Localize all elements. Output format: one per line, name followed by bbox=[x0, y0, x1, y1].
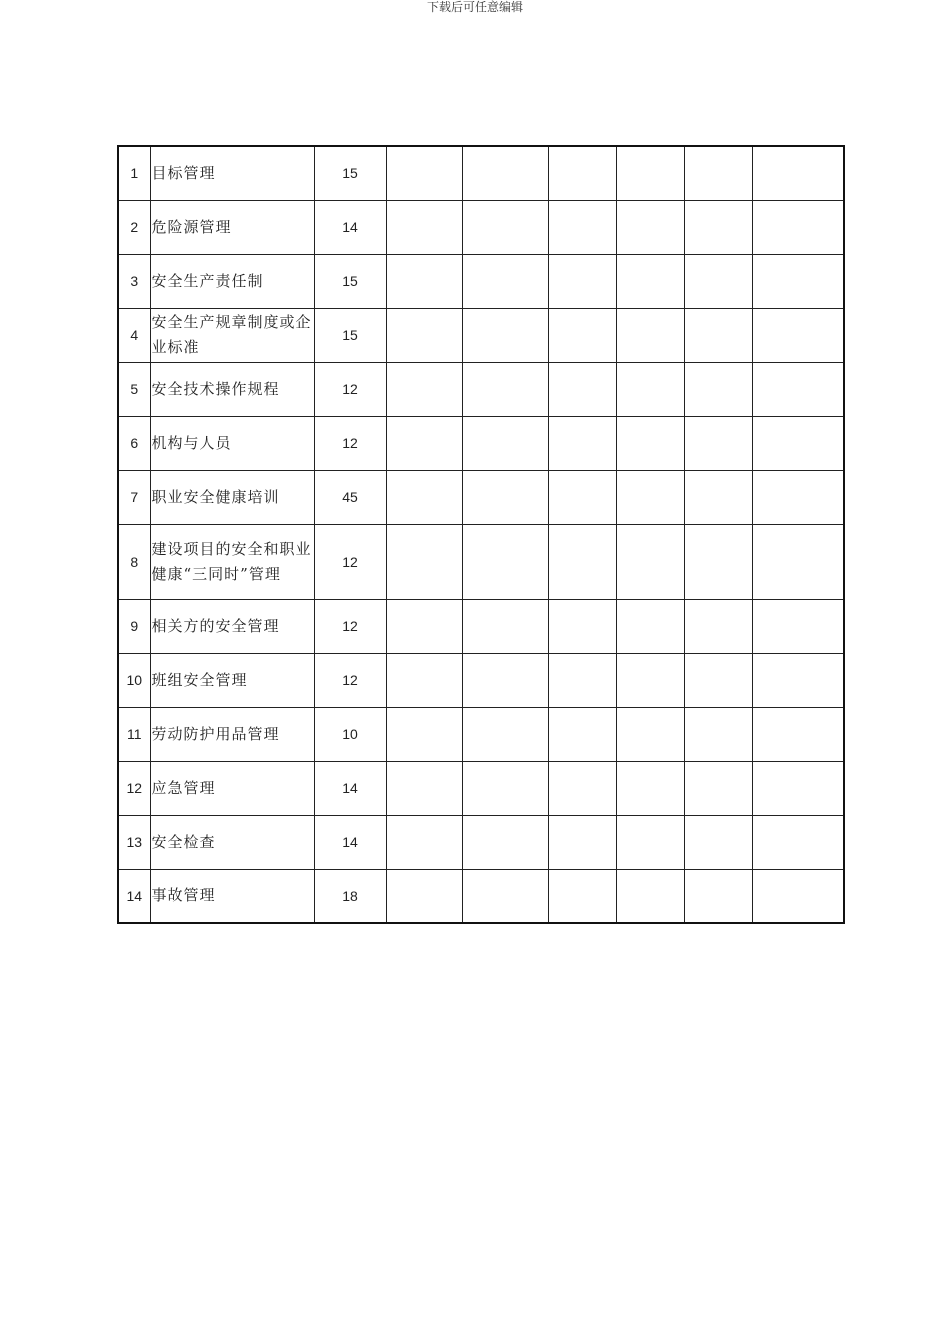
empty-cell bbox=[752, 416, 844, 470]
empty-cell bbox=[548, 869, 616, 923]
empty-cell bbox=[684, 599, 752, 653]
empty-cell bbox=[462, 470, 548, 524]
item-name: 班组安全管理 bbox=[150, 653, 314, 707]
empty-cell bbox=[548, 653, 616, 707]
table-row bbox=[118, 200, 844, 254]
empty-cell bbox=[616, 146, 684, 200]
standard-score: 14 bbox=[314, 200, 386, 254]
empty-cell bbox=[752, 524, 844, 599]
empty-cell bbox=[462, 761, 548, 815]
empty-cell bbox=[386, 524, 462, 599]
empty-cell bbox=[752, 761, 844, 815]
empty-cell bbox=[386, 362, 462, 416]
item-name: 危险源管理 bbox=[150, 200, 314, 254]
empty-cell bbox=[548, 815, 616, 869]
item-name: 事故管理 bbox=[150, 869, 314, 923]
table-row bbox=[118, 416, 844, 470]
empty-cell bbox=[616, 707, 684, 761]
empty-cell bbox=[684, 200, 752, 254]
empty-cell bbox=[386, 815, 462, 869]
row-number: 10 bbox=[118, 653, 150, 707]
table-row bbox=[118, 254, 844, 308]
row-number: 1 bbox=[118, 146, 150, 200]
empty-cell bbox=[616, 653, 684, 707]
item-name: 安全检查 bbox=[150, 815, 314, 869]
standard-score: 45 bbox=[314, 470, 386, 524]
item-name: 职业安全健康培训 bbox=[150, 470, 314, 524]
empty-cell bbox=[752, 362, 844, 416]
item-name: 机构与人员 bbox=[150, 416, 314, 470]
row-number: 11 bbox=[118, 707, 150, 761]
table-row bbox=[118, 470, 844, 524]
empty-cell bbox=[684, 308, 752, 362]
empty-cell bbox=[752, 470, 844, 524]
standard-score: 15 bbox=[314, 146, 386, 200]
empty-cell bbox=[752, 869, 844, 923]
table-row bbox=[118, 815, 844, 869]
empty-cell bbox=[548, 308, 616, 362]
empty-cell bbox=[684, 146, 752, 200]
item-name: 安全技术操作规程 bbox=[150, 362, 314, 416]
table-body bbox=[118, 146, 844, 923]
empty-cell bbox=[548, 362, 616, 416]
empty-cell bbox=[616, 308, 684, 362]
standard-score: 10 bbox=[314, 707, 386, 761]
item-name: 目标管理 bbox=[150, 146, 314, 200]
empty-cell bbox=[752, 653, 844, 707]
row-number: 8 bbox=[118, 524, 150, 599]
empty-cell bbox=[386, 146, 462, 200]
empty-cell bbox=[386, 308, 462, 362]
row-number: 7 bbox=[118, 470, 150, 524]
item-name: 相关方的安全管理 bbox=[150, 599, 314, 653]
standard-score: 14 bbox=[314, 761, 386, 815]
empty-cell bbox=[684, 761, 752, 815]
empty-cell bbox=[548, 416, 616, 470]
empty-cell bbox=[386, 599, 462, 653]
empty-cell bbox=[684, 653, 752, 707]
empty-cell bbox=[616, 524, 684, 599]
empty-cell bbox=[386, 254, 462, 308]
row-number: 4 bbox=[118, 308, 150, 362]
empty-cell bbox=[548, 470, 616, 524]
row-number: 6 bbox=[118, 416, 150, 470]
empty-cell bbox=[752, 254, 844, 308]
empty-cell bbox=[752, 707, 844, 761]
empty-cell bbox=[548, 761, 616, 815]
table-row bbox=[118, 146, 844, 200]
standard-score: 12 bbox=[314, 599, 386, 653]
empty-cell bbox=[462, 815, 548, 869]
empty-cell bbox=[386, 470, 462, 524]
table-row bbox=[118, 869, 844, 923]
standard-score: 12 bbox=[314, 362, 386, 416]
standard-score: 14 bbox=[314, 815, 386, 869]
row-number: 13 bbox=[118, 815, 150, 869]
empty-cell bbox=[752, 200, 844, 254]
standard-score: 18 bbox=[314, 869, 386, 923]
empty-cell bbox=[462, 707, 548, 761]
table-row bbox=[118, 707, 844, 761]
empty-cell bbox=[462, 200, 548, 254]
empty-cell bbox=[548, 254, 616, 308]
empty-cell bbox=[386, 869, 462, 923]
empty-cell bbox=[462, 254, 548, 308]
table-row bbox=[118, 362, 844, 416]
empty-cell bbox=[548, 599, 616, 653]
item-name: 安全生产规章制度或企业标准 bbox=[150, 308, 314, 362]
empty-cell bbox=[616, 815, 684, 869]
empty-cell bbox=[684, 524, 752, 599]
empty-cell bbox=[386, 416, 462, 470]
table-row bbox=[118, 599, 844, 653]
standard-score: 12 bbox=[314, 416, 386, 470]
empty-cell bbox=[462, 416, 548, 470]
row-number: 2 bbox=[118, 200, 150, 254]
empty-cell bbox=[548, 524, 616, 599]
empty-cell bbox=[684, 470, 752, 524]
standard-score: 12 bbox=[314, 653, 386, 707]
empty-cell bbox=[684, 707, 752, 761]
empty-cell bbox=[616, 200, 684, 254]
item-name: 劳动防护用品管理 bbox=[150, 707, 314, 761]
standard-score: 12 bbox=[314, 524, 386, 599]
empty-cell bbox=[752, 146, 844, 200]
row-number: 3 bbox=[118, 254, 150, 308]
empty-cell bbox=[684, 362, 752, 416]
row-number: 14 bbox=[118, 869, 150, 923]
empty-cell bbox=[548, 707, 616, 761]
empty-cell bbox=[684, 416, 752, 470]
empty-cell bbox=[462, 146, 548, 200]
row-number: 5 bbox=[118, 362, 150, 416]
table-row bbox=[118, 653, 844, 707]
item-name: 应急管理 bbox=[150, 761, 314, 815]
empty-cell bbox=[386, 761, 462, 815]
empty-cell bbox=[616, 599, 684, 653]
empty-cell bbox=[386, 707, 462, 761]
empty-cell bbox=[752, 308, 844, 362]
empty-cell bbox=[462, 362, 548, 416]
empty-cell bbox=[548, 200, 616, 254]
row-number: 9 bbox=[118, 599, 150, 653]
empty-cell bbox=[752, 815, 844, 869]
table-row bbox=[118, 308, 844, 362]
empty-cell bbox=[616, 254, 684, 308]
empty-cell bbox=[462, 524, 548, 599]
empty-cell bbox=[462, 308, 548, 362]
table-row bbox=[118, 524, 844, 599]
empty-cell bbox=[548, 146, 616, 200]
empty-cell bbox=[616, 362, 684, 416]
empty-cell bbox=[616, 761, 684, 815]
page-header: 下载后可任意编辑 bbox=[426, 0, 523, 14]
standard-score: 15 bbox=[314, 308, 386, 362]
empty-cell bbox=[616, 869, 684, 923]
table-row bbox=[118, 761, 844, 815]
empty-cell bbox=[616, 470, 684, 524]
empty-cell bbox=[684, 869, 752, 923]
assessment-table bbox=[117, 145, 845, 924]
empty-cell bbox=[752, 599, 844, 653]
empty-cell bbox=[386, 200, 462, 254]
standard-score: 15 bbox=[314, 254, 386, 308]
empty-cell bbox=[462, 599, 548, 653]
empty-cell bbox=[462, 653, 548, 707]
item-name: 建设项目的安全和职业健康“三同时”管理 bbox=[150, 524, 314, 599]
item-name: 安全生产责任制 bbox=[150, 254, 314, 308]
empty-cell bbox=[684, 815, 752, 869]
row-number: 12 bbox=[118, 761, 150, 815]
empty-cell bbox=[684, 254, 752, 308]
empty-cell bbox=[462, 869, 548, 923]
empty-cell bbox=[616, 416, 684, 470]
empty-cell bbox=[386, 653, 462, 707]
